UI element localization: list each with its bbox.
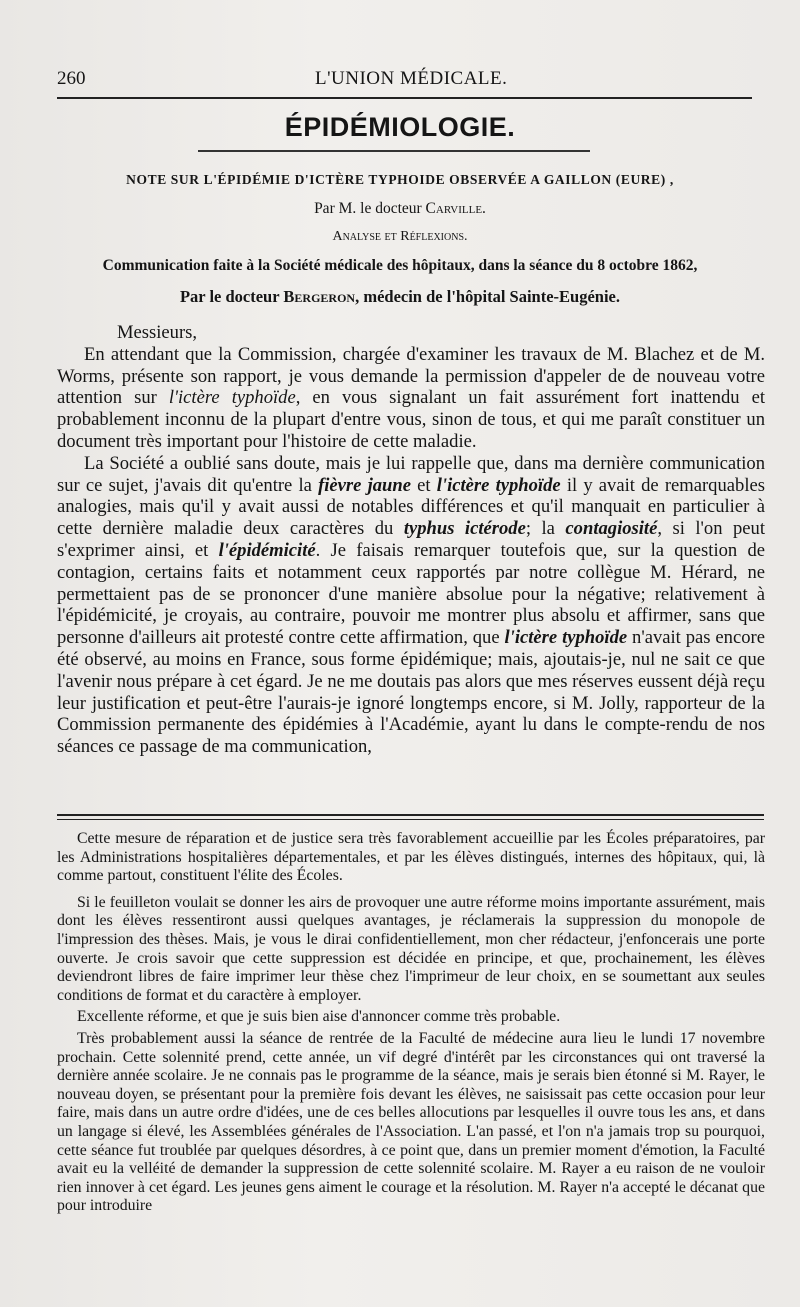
paragraph-1 — [57, 344, 765, 453]
running-head — [57, 68, 747, 94]
article-body — [57, 322, 765, 758]
presenter-line — [40, 287, 760, 307]
presenter-name: Bergeron — [283, 287, 356, 306]
italic-term: l'épidémicité — [218, 539, 316, 561]
italic-term: l'ictère typhoïde — [436, 474, 561, 496]
text-run: n'avait pas encore été observé, au moins en France, sous forme épidémique; mais, ajoutais-je, nul ne sait ce que l'avenir nous prépare à cet égard. Je ne me doutais pas alors que mes réserves eussent déjà reçu leur justification et peut-être l'aurais-je ignoré longtemps encore, si M. Jolly, rapporteur de la Commission permanente des épidémies à l'Académie, ayant lu dans le compte-rendu de nos séances ce passage de ma communication, — [57, 627, 765, 758]
text-run: , en vous signalant un fait assurément fort inattendu et probablement inconnu de la plupart d'entre vous, sinon de tous, et qui me paraît constituer un document très important pour l'histoire de cette maladie. — [57, 387, 765, 452]
feuilleton-paragraph-4: Très probablement aussi la séance de rentrée de la Faculté de médecine aura lieu le lundi 17 novembre prochain. Cette solennité prend, cette année, un vif degré d'intérêt par les circonstances qui ont traversé la dernière année scolaire. Je ne connais pas le programme de la séance, mais je serais bien étonné si M. Rayer, le nouveau doyen, se présentant pour la première fois devant les élèves, ne saisissait pas cette occasion pour leur faire, mais dans un autre ordre d'idées, une de ces belles allocutions par lesquelles il ouvre tous les ans, et dans un langage si élevé, les Assemblées générales de l'Association. L'an passé, et l'on n'a jamais trop su pourquoi, cette séance fut troublée par quelques désordres, à ce point que, dans un premier moment d'émotion, la Faculté avait eu la velléité de demander la suppression de cette solennité scolaire. M. Rayer a eu raison de ne vouloir rien innover à cet égard. Les jeunes gens aiment le courage et la résolution. M. Rayer n'a accepté le décanat que pour introduire — [57, 1029, 765, 1215]
byline-prefix: Par M. le docteur — [314, 200, 422, 217]
header-rule — [57, 97, 752, 99]
presenter-suffix: , médecin de l'hôpital Sainte-Eugénie. — [355, 287, 621, 306]
section-title: ÉPIDÉMIOLOGIE. — [284, 112, 516, 142]
feuilleton-rule-thin — [57, 819, 764, 820]
text-run: . Je faisais remarquer toutefois que, sur la question de contagion, certains faits et notamment ceux rapportés par notre collègue M. Hérard, ne permettaient pas de se prononcer d'une manière absolue pour la négative; relativement à l'épidémicité, je croyais, au contraire, pouvoir me montrer plus absolu et affirmer, sans que personne d'ailleurs ait protesté contre cette affirmation, que — [57, 539, 766, 649]
analysis-subtitle: Analyse et Réflexions. — [332, 229, 468, 244]
text-run: il y avait de remarquables analogies, mais qu'il y avait aussi de notables différences et qu'il manquait en particulier à cette dernière maladie deux caractères du — [57, 474, 765, 540]
text-run: En attendant que la Commission, chargée d'examiner les travaux de M. Blachez et de M. Worms, présente son rapport, je vous demande la permission d'appeler de de nouveau votre attention sur — [57, 343, 765, 409]
feuilleton-paragraph-2: Si le feuilleton voulait se donner les airs de provoquer une autre réforme moins importante assurément, mais dont les élèves ressentiront aussi quelques avantages, je réclamerais la suppression du monopole de l'impression des thèses. Mais, je vous le dirai confidentiellement, mon cher rédacteur, j'enfoncerais une porte ouverte. Je crois savoir que cette suppression est décidée en principe, et que, prochainement, les élèves deviendront libres de faire imprimer leur thèse chez l'imprimeur de leur choix, en se soumettant aux seules conditions de format et du caractère à employer. — [57, 893, 765, 1004]
byline — [40, 200, 760, 218]
text-run: ; la — [525, 518, 566, 540]
journal-title: L'UNION MÉDICALE. — [315, 68, 508, 89]
text-run: La Société a oublié sans doute, mais je lui rappelle que, dans ma dernière communication sur ce sujet, j'avais dit qu'entre la — [57, 452, 765, 496]
feuilleton-rule-thick — [57, 814, 764, 816]
presenter-prefix: Par le docteur — [179, 287, 280, 306]
italic-term: typhus ictérode — [403, 518, 526, 540]
salutation: Messieurs, — [117, 322, 198, 343]
italic-term: l'ictère typhoïde — [168, 387, 296, 409]
text-run: , si l'on peut s'exprimer ainsi, et — [57, 518, 765, 561]
feuilleton-section — [57, 830, 765, 1224]
page-number: 260 — [57, 68, 86, 89]
section-rule — [198, 150, 590, 152]
italic-term: contagiosité — [565, 518, 658, 540]
text-run: et — [410, 474, 437, 496]
feuilleton-paragraph-1: Cette mesure de réparation et de justice sera très favorablement accueillie par les Écoles préparatoires, par les Administrations hospitalières départementales, et par les élèves distingués, internes des hôpitaux, qui, là comme partout, constituent l'élite des Écoles. — [57, 830, 765, 885]
byline-author: Carville. — [425, 200, 486, 217]
feuilleton-paragraph-3: Excellente réforme, et que je suis bien aise d'annoncer comme très probable. — [77, 1008, 561, 1026]
italic-term: l'ictère typhoïde — [504, 627, 628, 649]
communication-line: Communication faite à la Société médicale des hôpitaux, dans la séance du 8 octobre 1862, — [102, 257, 698, 274]
article-title: NOTE SUR L'ÉPIDÉMIE D'ICTÈRE TYPHOIDE OBSERVÉE A GAILLON (EURE) , — [126, 172, 674, 187]
paragraph-2 — [57, 453, 765, 758]
italic-term: fièvre jaune — [318, 474, 411, 496]
